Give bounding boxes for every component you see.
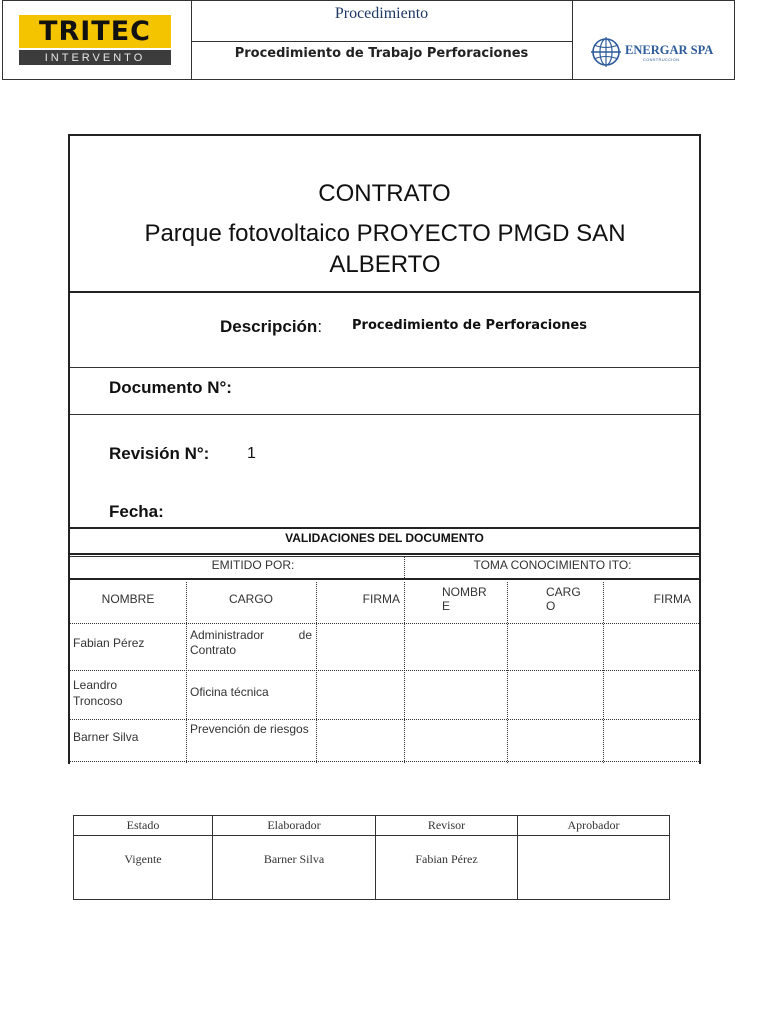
row-3-name: Barner Silva <box>73 730 139 744</box>
author-value: Barner Silva <box>213 836 376 900</box>
divider <box>404 582 405 763</box>
row-1-role: Administrador de Contrato <box>190 628 312 657</box>
tritec-logo-subtext: INTERVENTO <box>44 51 146 64</box>
divider <box>70 414 699 415</box>
issued-by-header: EMITIDO POR: <box>211 558 295 572</box>
revision-value: 1 <box>247 445 256 462</box>
divider <box>70 367 699 368</box>
col-header-name-ito: NOMBR E <box>442 585 487 613</box>
document-number-label: Documento N°: <box>109 378 232 397</box>
reviewer-value: Fabian Pérez <box>376 836 518 900</box>
divider <box>70 761 699 762</box>
divider <box>404 556 405 580</box>
energar-logo-subtext: CONSTRUCCION <box>643 57 680 62</box>
document-type: Procedimiento <box>191 1 572 42</box>
divider <box>70 670 699 671</box>
divider <box>603 582 604 763</box>
reviewer-header: Revisor <box>376 816 518 836</box>
approver-value <box>518 836 670 900</box>
header-logo-cell <box>3 1 192 79</box>
header-client-logo-cell <box>572 1 735 79</box>
validations-title: VALIDACIONES DEL DOCUMENTO <box>70 529 699 555</box>
project-name: Parque fotovoltaico PROYECTO PMGD SAN ALBERTO <box>144 220 626 278</box>
tritec-logo <box>19 15 171 67</box>
col-header-name: NOMBRE <box>101 592 155 606</box>
validations-groups-row <box>70 556 699 580</box>
page-header <box>2 0 735 80</box>
divider <box>186 582 187 763</box>
document-header-title: Procedimiento de Trabajo Perforaciones <box>234 46 529 61</box>
col-header-role-ito: CARG O <box>546 585 581 613</box>
author-header: Elaborador <box>213 816 376 836</box>
col-header-signature-ito: FIRMA <box>653 592 691 606</box>
tritec-logo-text: TRITEC <box>39 16 151 47</box>
date-label: Fecha: <box>109 502 164 521</box>
acknowledged-by-header: TOMA CONOCIMIENTO ITO: <box>473 558 632 572</box>
divider <box>507 582 508 763</box>
divider <box>316 582 317 763</box>
description-label: Descripción: <box>220 317 323 336</box>
description-value: Procedimiento de Perforaciones <box>352 318 587 333</box>
row-3-role: Prevención de riesgos <box>190 722 309 736</box>
row-2-role: Oficina técnica <box>190 685 269 699</box>
validations-table <box>68 529 701 764</box>
divider <box>70 719 699 720</box>
status-table <box>73 815 670 900</box>
divider <box>70 623 699 624</box>
row-1-name: Fabian Pérez <box>73 636 145 650</box>
col-header-role: CARGO <box>228 592 273 606</box>
status-table-values <box>74 836 670 900</box>
divider <box>70 291 699 293</box>
energar-globe-icon <box>589 35 623 69</box>
status-value: Vigente <box>74 836 213 900</box>
approver-header: Aprobador <box>518 816 670 836</box>
revision-label: Revisión N°: <box>109 444 210 463</box>
energar-logo-text: ENERGAR SPA <box>625 43 714 57</box>
status-table-header <box>74 816 670 836</box>
cover-box <box>68 134 701 529</box>
status-header: Estado <box>74 816 213 836</box>
contract-label: CONTRATO <box>318 180 451 207</box>
col-header-signature: FIRMA <box>362 592 400 606</box>
row-2-name: Leandro Troncoso <box>73 678 123 708</box>
energar-logo <box>589 35 719 71</box>
